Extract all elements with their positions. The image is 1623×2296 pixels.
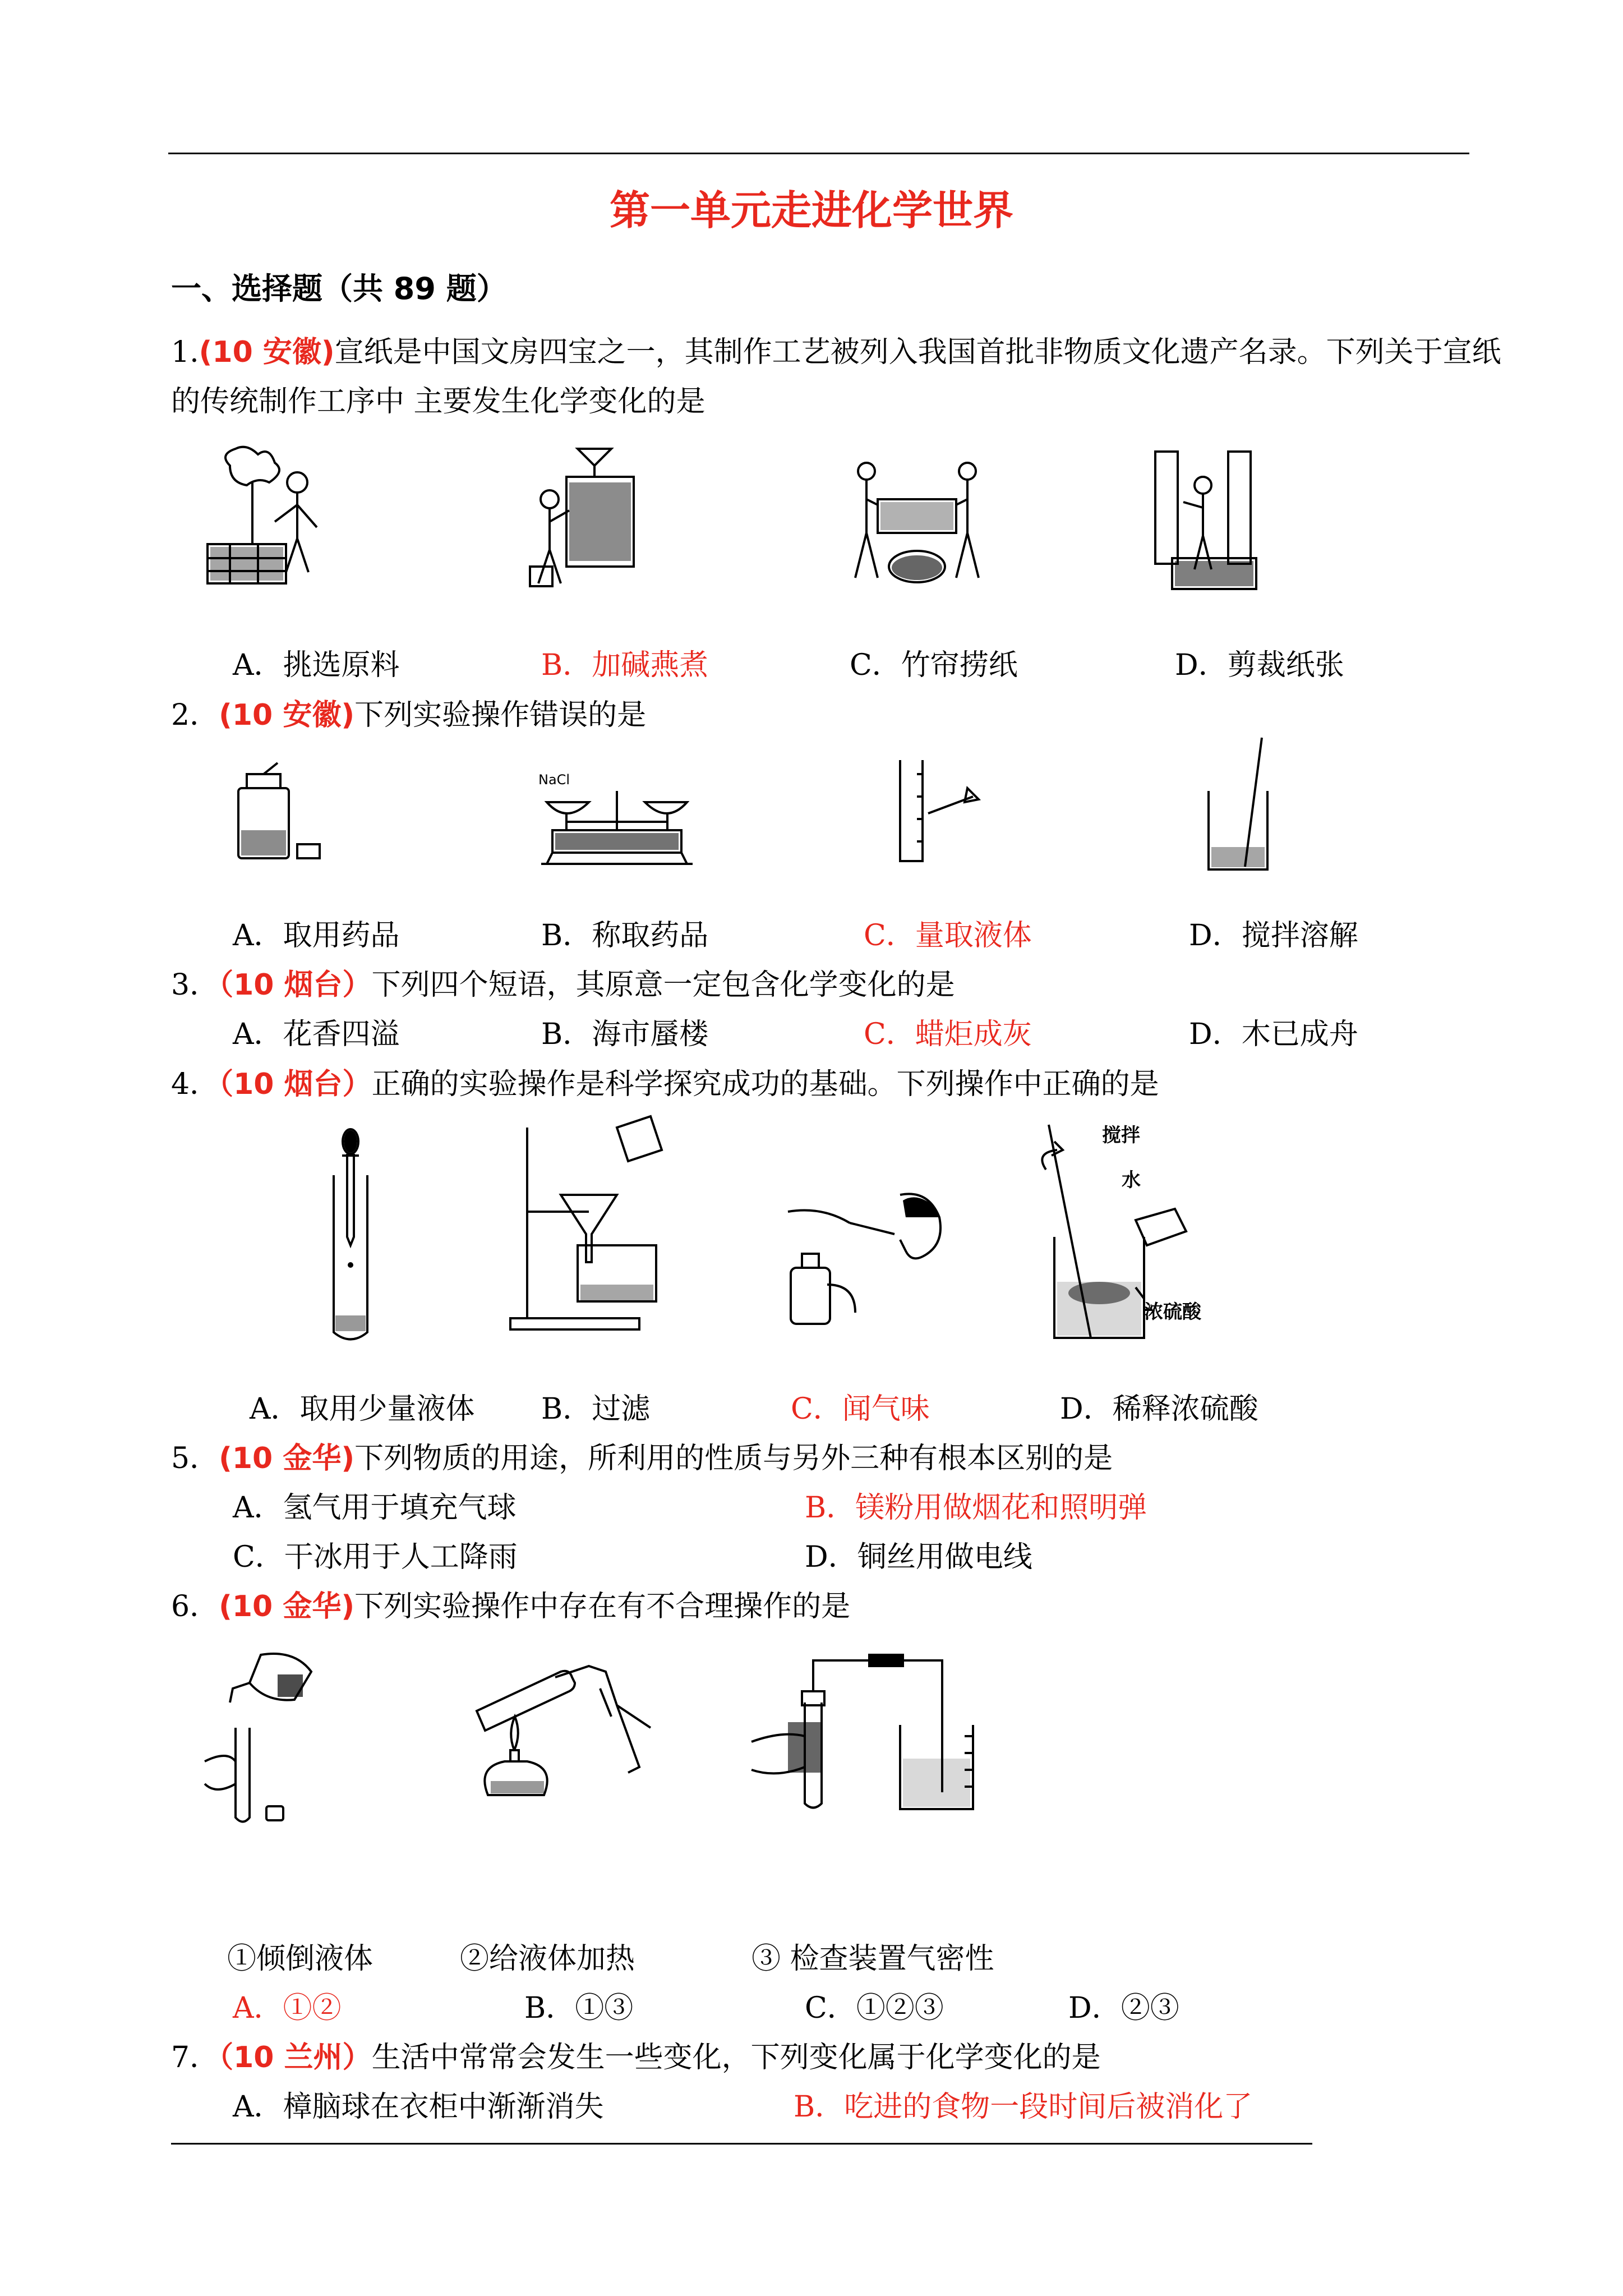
figure-stir-dissolve <box>1200 735 1284 875</box>
option-d[interactable]: D．木已成舟 <box>1189 1018 1358 1051</box>
nacl-label: NaCl <box>538 772 570 788</box>
label-acid: 浓硫酸 <box>1144 1301 1201 1323</box>
section-heading: 一、选择题（共 89 题） <box>171 271 507 306</box>
option-d[interactable]: D．搅拌溶解 <box>1189 919 1358 953</box>
question-stem: 下列四个短语，其原意一定包含化学变化的是 <box>371 968 955 1002</box>
option-a[interactable]: A．花香四溢 <box>233 1018 400 1051</box>
question-number: 1. <box>171 335 199 369</box>
question-source: (10 金华) <box>219 1590 355 1623</box>
question-text <box>171 1590 850 1623</box>
question-number: 6． <box>171 1590 219 1623</box>
option-b[interactable]: B．镁粉用做烟花和照明弹 <box>805 1491 1147 1525</box>
option-a[interactable]: A．氢气用于填充气球 <box>233 1491 517 1525</box>
question-stem: 下列实验操作中存在有不合理操作的是 <box>354 1590 851 1623</box>
label-water: 水 <box>1122 1169 1141 1191</box>
option-d[interactable]: D．剪裁纸张 <box>1175 648 1344 682</box>
figure-smell-gas <box>771 1184 956 1329</box>
option-c[interactable]: C．①②③ <box>805 1991 944 2025</box>
option-b[interactable]: B．海市蜃楼 <box>541 1018 709 1051</box>
question-stem: 生活中常常会发生一些变化，下列变化属于化学变化的是 <box>371 2041 1101 2074</box>
option-d[interactable]: D．稀释浓硫酸 <box>1060 1392 1258 1426</box>
option-c[interactable]: C．蜡炬成灰 <box>864 1018 1032 1051</box>
question-text <box>171 1442 1113 1475</box>
option-a[interactable]: A．樟脑球在衣柜中渐渐消失 <box>233 2090 604 2124</box>
question-number: 4． <box>171 1068 219 1101</box>
figure-bamboo-screen <box>844 449 990 589</box>
question-text <box>171 1068 1159 1101</box>
question-stem: 下列物质的用途，所利用的性质与另外三种有根本区别的是 <box>354 1442 1113 1475</box>
question-source: （10 烟台） <box>219 1068 372 1101</box>
question-stem: 宣纸是中国文房四宝之一，其制作工艺被列入我国首批非物质文化遗产名录。下列关于宣纸 <box>334 335 1501 369</box>
question-stem: 正确的实验操作是科学探究成功的基础。下列操作中正确的是 <box>371 1068 1159 1101</box>
caption-2: ②给液体加热 <box>460 1942 635 1976</box>
option-b[interactable]: B．①③ <box>524 1991 634 2025</box>
figure-cut-paper <box>1150 446 1262 592</box>
question-number: 5． <box>171 1442 219 1475</box>
figure-heat-liquid <box>465 1655 656 1818</box>
option-a[interactable]: A．挑选原料 <box>233 648 400 682</box>
question-text <box>171 968 955 1002</box>
question-stem: 下列实验操作错误的是 <box>354 698 647 732</box>
figure-cylinder <box>895 757 990 869</box>
option-c[interactable]: C．干冰用于人工降雨 <box>233 1540 518 1574</box>
option-a[interactable]: A．取用少量液体 <box>250 1392 475 1426</box>
question-source: (10 安徽) <box>199 335 335 369</box>
question-text <box>171 335 1501 369</box>
option-b[interactable]: B．过滤 <box>541 1392 651 1426</box>
caption-3: ③ 检查装置气密性 <box>751 1942 994 1976</box>
figure-dilute-acid <box>1040 1119 1242 1343</box>
caption-1: ①倾倒液体 <box>227 1942 374 1976</box>
question-text <box>171 698 646 732</box>
option-a[interactable]: A．取用药品 <box>233 919 400 953</box>
question-source: （10 烟台） <box>219 968 372 1002</box>
question-text <box>171 2041 1101 2074</box>
footer-rule <box>171 2143 1312 2145</box>
question-source: (10 安徽) <box>219 698 355 732</box>
question-number: 3． <box>171 968 219 1002</box>
figure-pick-materials <box>196 443 331 595</box>
question-text-cont: 的传统制作工序中 主要发生化学变化的是 <box>171 385 706 418</box>
option-d[interactable]: D．②③ <box>1068 1991 1179 2025</box>
question-source: (10 金华) <box>219 1442 355 1475</box>
question-number: 7． <box>171 2041 219 2074</box>
option-c[interactable]: C．闻气味 <box>791 1392 930 1426</box>
figure-alkali-boil <box>527 443 656 589</box>
header-rule <box>168 153 1469 154</box>
option-b[interactable]: B．吃进的食物一段时间后被消化了 <box>794 2090 1253 2124</box>
figure-filtration <box>505 1116 673 1341</box>
figure-pour-liquid <box>193 1649 345 1829</box>
option-d[interactable]: D．铜丝用做电线 <box>805 1540 1032 1574</box>
figure-dropper-tube <box>322 1125 379 1349</box>
option-c[interactable]: C．竹帘捞纸 <box>850 648 1018 682</box>
option-b[interactable]: B．称取药品 <box>541 919 709 953</box>
figure-airtightness <box>749 1652 984 1815</box>
label-stir: 搅拌 <box>1102 1124 1140 1147</box>
option-c[interactable]: C．量取液体 <box>864 919 1032 953</box>
option-a[interactable]: A．①② <box>233 1991 342 2025</box>
option-b[interactable]: B．加碱燕煮 <box>541 648 709 682</box>
question-source: （10 兰州） <box>219 2041 372 2074</box>
figure-take-reagent <box>230 763 325 864</box>
question-number: 2． <box>171 698 219 732</box>
figure-balance <box>536 769 698 869</box>
page-title: 第一单元走进化学世界 <box>609 186 1013 234</box>
